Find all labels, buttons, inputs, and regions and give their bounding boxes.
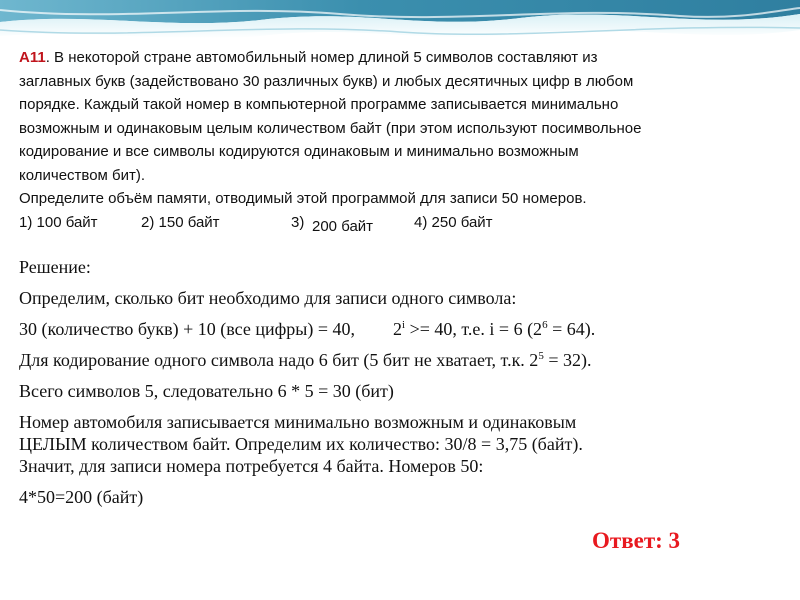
problem-number: А11 bbox=[19, 49, 46, 66]
problem-line-5: кодирование и все символы кодируются одинаковым и минимально возможным bbox=[19, 143, 579, 160]
problem-line-1: А11. В некоторой стране автомобильный номер длиной 5 символов составляют из bbox=[19, 49, 598, 66]
solution-line-2: 30 (количество букв) + 10 (все цифры) = 40, $2^i >= 40$, т.е. i = 6 $(2^6 = 64)$. bbox=[19, 319, 596, 339]
solution bbox=[19, 256, 789, 517]
problem-line-7: Определите объём памяти, отводимый этой программой для записи 50 номеров. bbox=[19, 190, 587, 207]
problem-statement bbox=[19, 46, 789, 235]
problem-line-6: количеством бит). bbox=[19, 166, 146, 184]
final-answer: Ответ: 3 bbox=[592, 528, 681, 553]
solution-heading: Решение: bbox=[19, 257, 91, 277]
answer-options bbox=[19, 211, 789, 235]
solution-line-4: Всего символов 5, следовательно 6 * 5 = 30 (бит) bbox=[19, 381, 394, 401]
solution-line-8: 4*50=200 (байт) bbox=[19, 487, 144, 507]
solution-line-6: ЦЕЛЫМ количеством байт. Определим их количество: 30/8 = 3,75 (байт). bbox=[19, 434, 583, 454]
solution-line-1: Определим, сколько бит необходимо для записи одного символа: bbox=[19, 288, 517, 308]
option-2: 2) 150 байт bbox=[141, 213, 220, 231]
option-3-label: 3) bbox=[291, 213, 305, 231]
solution-line-5: Номер автомобиля записывается минимально возможным и одинаковым bbox=[19, 412, 577, 432]
decorative-wave-header bbox=[0, 0, 800, 48]
option-3-value: 200 байт bbox=[312, 217, 374, 235]
option-4: 4) 250 байт bbox=[414, 213, 493, 231]
problem-line-4: возможным и одинаковым целым количеством байт (при этом используют посимвольное bbox=[19, 119, 642, 137]
problem-line-2: заглавных букв (задействовано 30 различных букв) и любых десятичных цифр в любом bbox=[19, 72, 634, 90]
solution-line-3: Для кодирование одного символа надо 6 бит (5 бит не хватает, т.к. $2^5 = 32$). bbox=[19, 350, 592, 370]
problem-line-3: порядке. Каждый такой номер в компьютерной программе записывается минимально bbox=[19, 96, 619, 113]
option-1: 1) 100 байт bbox=[19, 213, 98, 231]
solution-line-7: Значит, для записи номера потребуется 4 байта. Номеров 50: bbox=[19, 456, 484, 476]
